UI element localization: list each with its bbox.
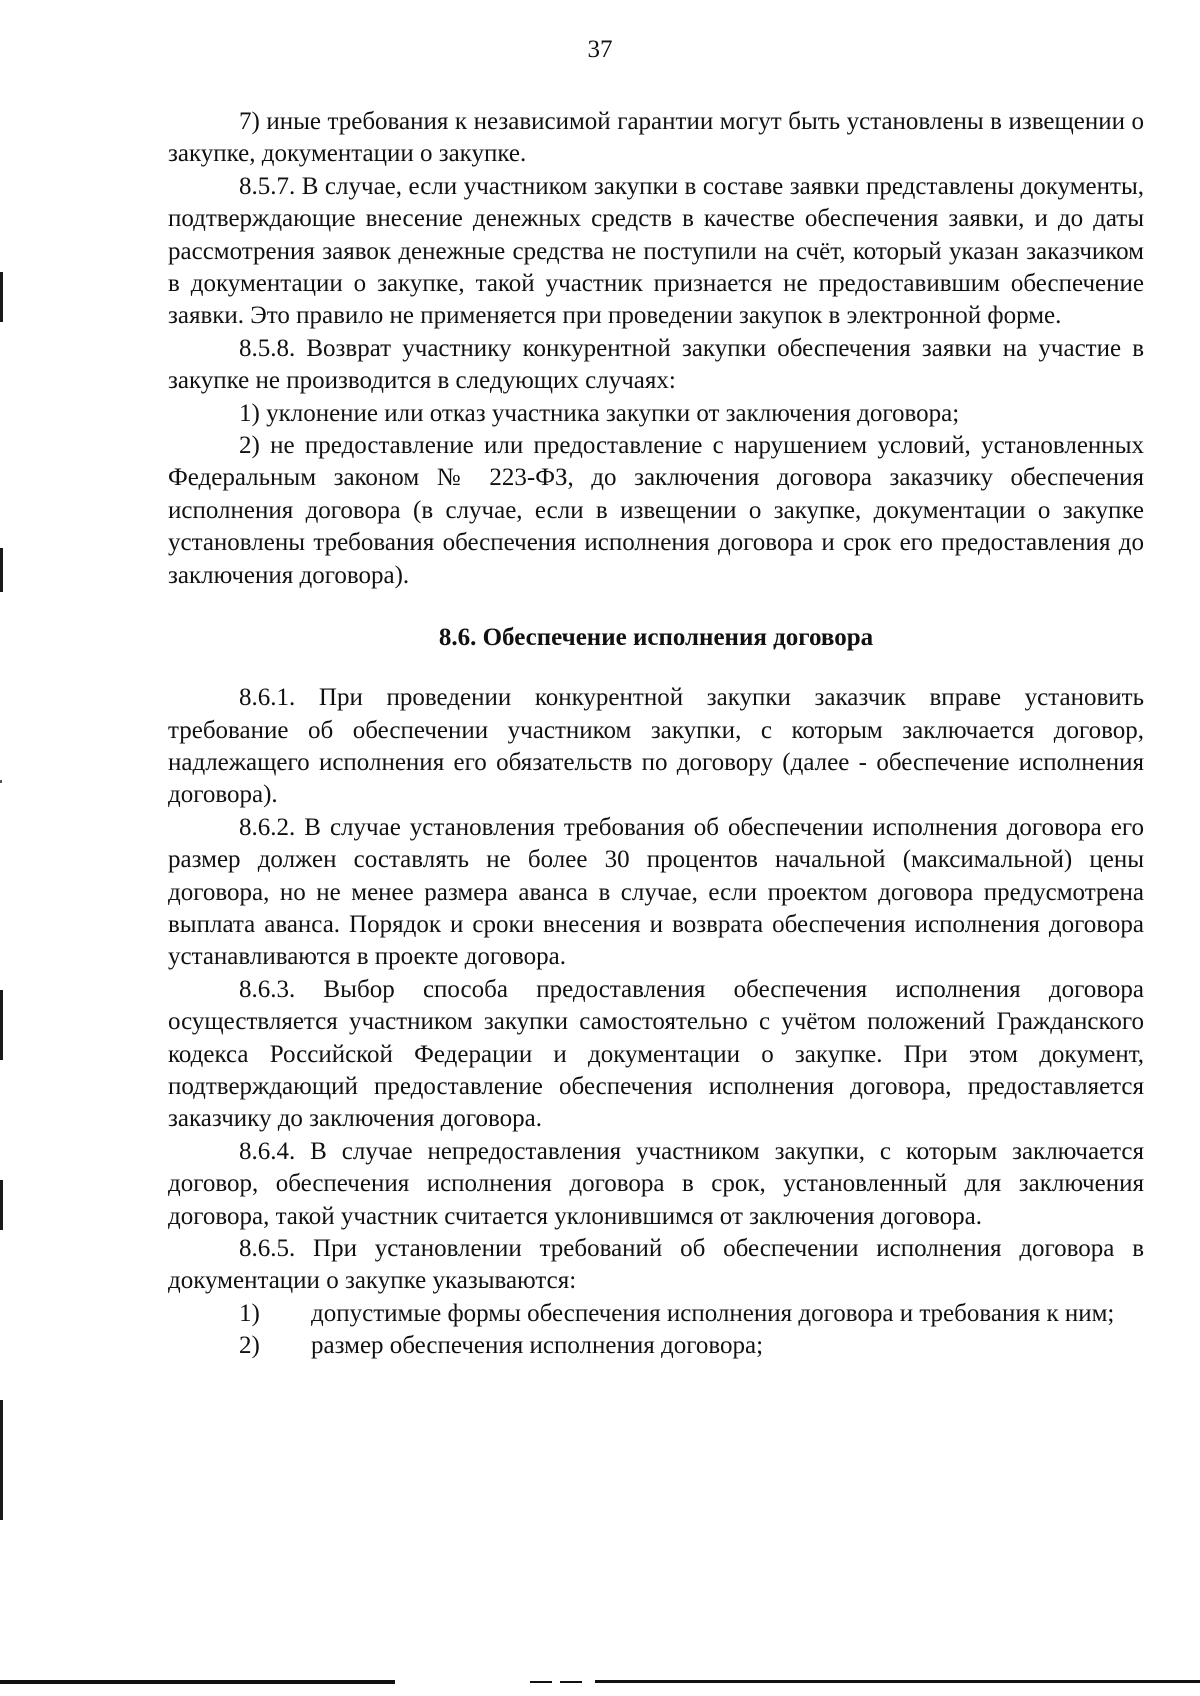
list-item-text: размер обеспечения исполнения договора;	[311, 1332, 764, 1360]
scan-margin-mark	[0, 548, 3, 592]
list-item-text: допустимые формы обеспечения исполнения договора и требования к ним;	[311, 1299, 1115, 1327]
paragraph: 8.6.4. В случае непредоставления участником закупки, с которым заключается договор, обеспечения исполнения договора в срок, установленный для заключения договора, такой участник считается уклонившимся от заключения договора.	[168, 1137, 1144, 1230]
scan-margin-mark	[0, 1400, 3, 1520]
paragraph: 1) уклонение или отказ участника закупки от заключения договора;	[239, 399, 960, 427]
paragraph: 8.6.1. При проведении конкурентной закупки заказчик вправе установить требование об обеспечении участником закупки, с которым заключается договор, надлежащего исполнения его обязательств по договору (далее - обеспечение исполнения договора).	[168, 684, 1144, 809]
list-item	[168, 1330, 1144, 1362]
paragraph: 8.5.8. Возврат участнику конкурентной закупки обеспечения заявки на участие в закупке не производится в следующих случаях:	[168, 334, 1144, 395]
section-heading: 8.6. Обеспечение исполнения договора	[438, 624, 874, 652]
paragraph: 8.6.3. Выбор способа предоставления обеспечения исполнения договора осуществляется участником закупки самостоятельно с учётом положений Гражданского кодекса Российской Федерации и документации о закупке. При этом документ, подтверждающий предоставление обеспечения исполнения договора, предоставляется заказчику до заключения договора.	[168, 975, 1144, 1133]
list-item-number: 1)	[239, 1299, 260, 1327]
footer-rule	[0, 1680, 395, 1684]
list-item-number: 2)	[239, 1332, 260, 1360]
footer-rule	[530, 1681, 552, 1683]
scan-margin-mark	[0, 990, 3, 1060]
scan-margin-mark	[0, 272, 3, 322]
footer-rule	[560, 1681, 582, 1683]
footer-rule	[595, 1680, 1200, 1683]
scan-margin-mark	[0, 1180, 3, 1230]
document-body	[168, 106, 1144, 1363]
paragraph: 2) не предоставление или предоставление с нарушением условий, установленных Федеральным законом № 223-ФЗ, до заключения договора заказчику обеспечения исполнения договора (в случае, если в извещении о закупке, документации о закупке установлены требования обеспечения исполнения договора и срок его предоставления до заключения договора).	[168, 432, 1144, 589]
scan-margin-tick	[0, 780, 2, 783]
paragraph: 8.5.7. В случае, если участником закупки в составе заявки представлены документы, подтверждающие внесение денежных средств в качестве обеспечения заявки, и до даты рассмотрения заявок денежные средства не поступили на счёт, который указан заказчиком в документации о закупке, такой участник признается не предоставившим обеспечение заявки. Это правило не применяется при проведении закупок в электронной форме.	[168, 172, 1144, 330]
list-item	[168, 1298, 1144, 1330]
paragraph: 7) иные требования к независимой гарантии могут быть установлены в извещении о закупке, документации о закупке.	[168, 108, 1144, 168]
paragraph: 8.6.2. В случае установления требования об обеспечении исполнения договора его размер должен составлять не более 30 процентов начальной (максимальной) цены договора, но не менее размера аванса в случае, если проектом договора предусмотрена выплата аванса. Порядок и сроки внесения и возврата обеспечения исполнения договора устанавливаются в проекте договора.	[168, 813, 1144, 971]
page-number: 37	[587, 36, 613, 63]
paragraph: 8.6.5. При установлении требований об обеспечении исполнения договора в документации о закупке указываются:	[168, 1235, 1144, 1295]
